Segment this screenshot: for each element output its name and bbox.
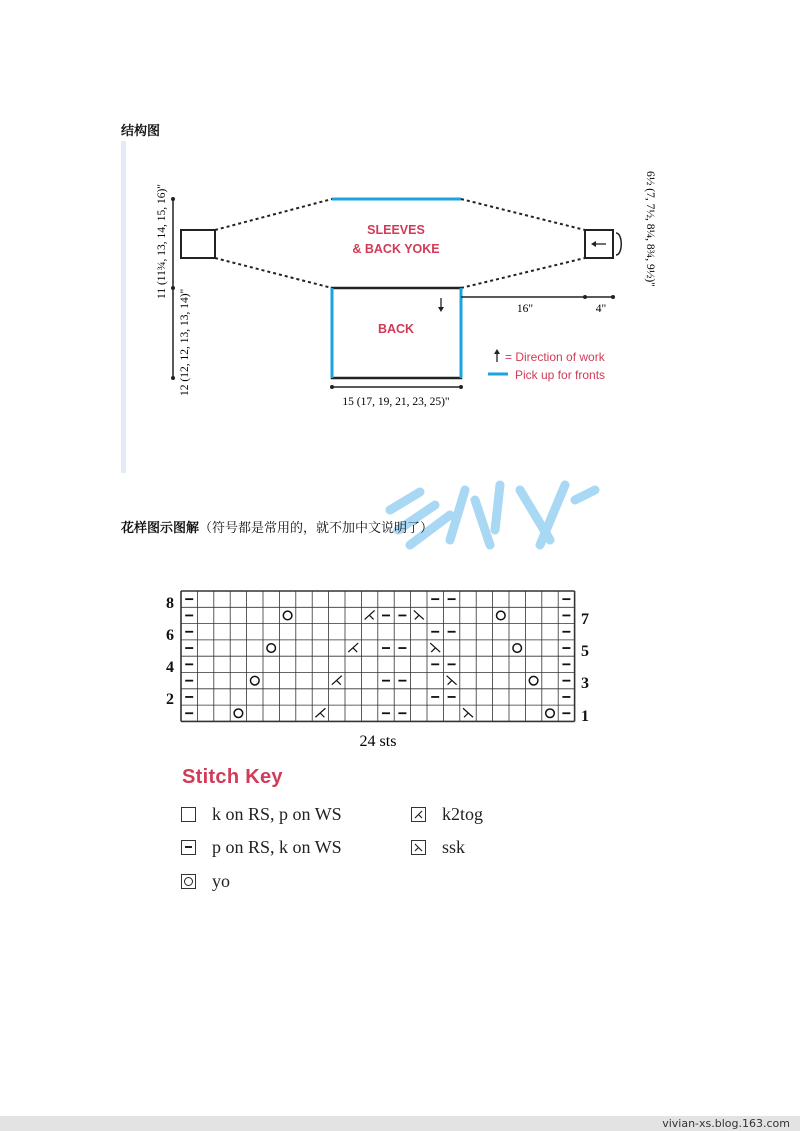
height-total-label: 11 (11¾, 13, 14, 15, 16)" <box>156 184 168 299</box>
back-yoke-label: & BACK YOKE <box>352 242 440 256</box>
cuff-length-label: 4" <box>595 303 607 315</box>
row-numbers-right <box>581 611 589 725</box>
yarn-over-symbol <box>546 709 555 718</box>
yarn-over-symbol <box>251 676 260 685</box>
yarn-over-symbol <box>234 709 243 718</box>
ssk-symbol <box>430 643 440 652</box>
width-back-label: 15 (17, 19, 21, 23, 25)" <box>342 396 450 408</box>
key-label: p on RS, k on WS <box>212 836 342 857</box>
row-number: 4 <box>166 659 174 676</box>
up-arrow-icon <box>494 349 500 362</box>
key-label: k on RS, p on WS <box>212 803 342 824</box>
key-item-knit <box>181 803 342 825</box>
footer-url: vivian-xs.blog.163.com <box>662 1117 790 1130</box>
left-cuff <box>181 230 215 258</box>
row-number: 6 <box>166 627 174 644</box>
row-number: 8 <box>166 595 174 612</box>
blank-square-icon <box>181 807 196 822</box>
sleeve-top-right <box>461 199 585 230</box>
row-numbers-left <box>166 595 174 708</box>
legend-pickup: Pick up for fronts <box>515 368 606 382</box>
key-item-purl <box>181 836 342 858</box>
key-label: yo <box>212 870 230 891</box>
k2tog-icon <box>411 807 426 822</box>
k2tog-symbol <box>348 643 358 652</box>
stitch-key-title: Stitch Key <box>182 766 283 788</box>
row-number: 5 <box>581 643 589 660</box>
height-back-label: 12 (12, 12, 13, 13, 14)" <box>179 288 191 396</box>
key-item-ssk <box>411 836 465 858</box>
footer-bar <box>0 1116 800 1131</box>
sleeve-bottom-left <box>215 258 332 288</box>
key-item-k2tog <box>411 803 483 825</box>
down-arrow-icon <box>438 298 444 312</box>
ssk-icon <box>411 840 426 855</box>
left-arrow-icon <box>591 241 606 247</box>
legend-direction: = Direction of work <box>505 350 605 364</box>
key-label: k2tog <box>442 803 484 824</box>
key-item-yo <box>181 870 230 892</box>
row-number: 1 <box>581 708 589 725</box>
sleeve-length-label: 16" <box>516 303 534 315</box>
back-label: BACK <box>377 322 415 336</box>
section-title-text: 结构图 <box>121 124 161 139</box>
yarn-over-symbol <box>529 676 538 685</box>
schematic-diagram <box>121 141 681 473</box>
key-label: ssk <box>442 836 466 857</box>
section-subtitle: （符号都是常用的，就不加中文说明了） <box>199 521 434 536</box>
purl-dash-icon <box>181 840 196 855</box>
yarn-over-symbol <box>513 644 522 653</box>
section-title-schematic <box>121 120 160 139</box>
cuff-width-label: 6½ (7, 7½, 8¼, 8¾, 9½)" <box>644 171 656 287</box>
ssk-symbol <box>447 676 457 685</box>
section-title-chart <box>121 517 433 536</box>
sleeve-bottom-right <box>461 258 585 288</box>
k2tog-symbol <box>332 676 342 685</box>
lace-chart <box>150 585 750 755</box>
ssk-symbol <box>463 708 473 717</box>
yarn-over-circle-icon <box>181 874 196 889</box>
sleeves-label: SLEEVES <box>367 223 425 237</box>
row-number: 3 <box>581 675 589 692</box>
chart-grid <box>181 591 575 721</box>
yarn-over-symbol <box>267 644 276 653</box>
ssk-symbol <box>414 610 424 619</box>
row-number: 7 <box>581 611 589 628</box>
row-number: 2 <box>166 691 174 708</box>
section-title-text: 花样图示图解 <box>121 521 200 536</box>
stitch-count-label: 24 sts <box>359 733 397 750</box>
cuff-width-bracket <box>616 233 621 255</box>
watermark-logo <box>380 470 600 550</box>
yarn-over-symbol <box>283 611 292 620</box>
k2tog-symbol <box>365 610 375 619</box>
sleeve-top-left <box>215 199 332 230</box>
yarn-over-symbol <box>497 611 506 620</box>
schematic-svg <box>121 141 681 473</box>
k2tog-symbol <box>315 708 325 717</box>
